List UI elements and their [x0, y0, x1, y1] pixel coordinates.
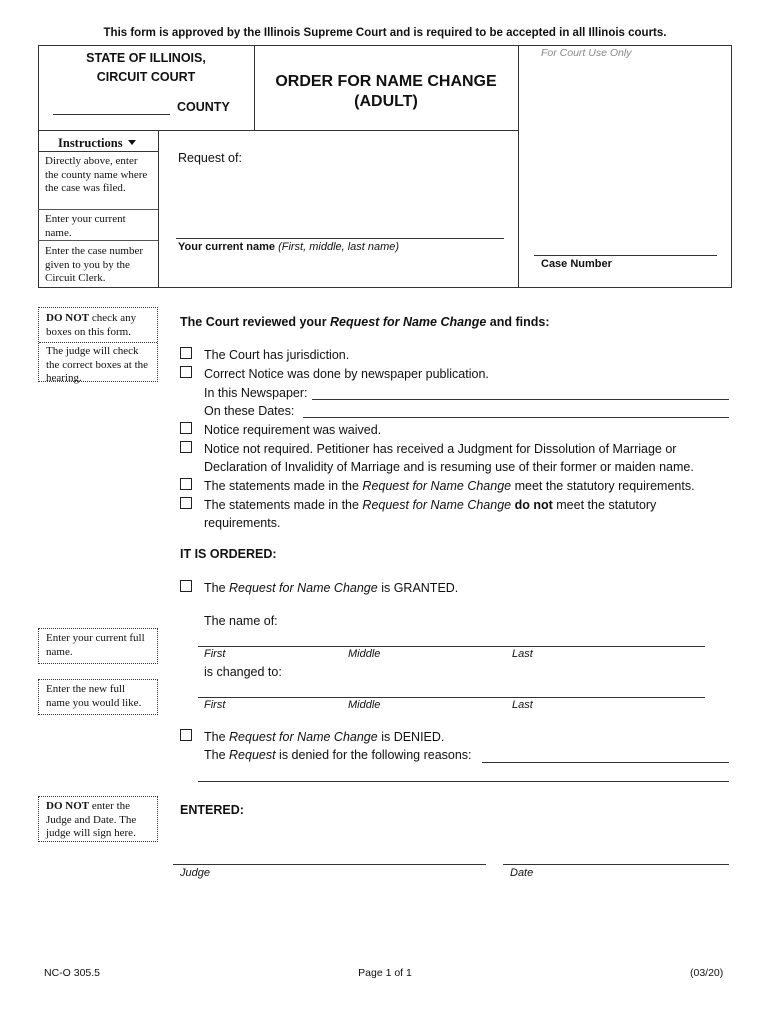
caret-down-icon — [128, 140, 136, 145]
case-number-field[interactable] — [534, 255, 717, 256]
county-label: COUNTY — [177, 100, 230, 114]
current-full-name-field[interactable] — [198, 646, 705, 647]
waived-text: Notice requirement was waived. — [204, 423, 382, 437]
not-meet-post: meet the statutory — [552, 498, 657, 512]
reasons-post: is denied for the following reasons: — [275, 748, 472, 762]
form-id: NC-O 305.5 — [44, 967, 101, 979]
findings-intro-italic: Request for Name Change — [330, 315, 487, 329]
granted-checkbox[interactable] — [180, 580, 192, 592]
findings-intro — [180, 315, 550, 329]
reasons-pre: The — [204, 748, 230, 762]
current-name-label: Your current name — [178, 241, 275, 253]
denial-reasons-field-1[interactable] — [482, 762, 729, 763]
not-required-checkbox[interactable] — [180, 441, 192, 453]
judge-label: Judge — [180, 867, 210, 879]
findings-intro-post: and finds: — [486, 315, 550, 329]
granted-text — [204, 579, 458, 598]
judge-will-check-text: The judge will check the correct boxes at the hearing. — [46, 345, 149, 384]
waived-checkbox[interactable] — [180, 422, 192, 434]
new-full-name-note: Enter the new full name you would like. — [38, 679, 158, 715]
not-required-text-line2: Declaration of Invalidity of Marriage and is resuming use of their former or maiden name. — [204, 460, 694, 474]
instructions-title-text: Instructions — [58, 136, 123, 150]
not-required-text-line1: Notice not required. Petitioner has received a Judgment for Dissolution of Marriage or — [204, 442, 677, 456]
note-divider — [39, 342, 157, 343]
instruction-separator — [38, 240, 158, 241]
current-middle-label: Middle — [348, 648, 381, 660]
denied-post: is DENIED. — [377, 730, 445, 744]
page-number: Page 1 of 1 — [358, 967, 412, 979]
state-label: STATE OF ILLINOIS, — [86, 51, 206, 65]
meets-requirements-text — [204, 477, 695, 496]
jurisdiction-text: The Court has jurisdiction. — [204, 348, 350, 362]
approval-notice: This form is approved by the Illinois Supreme Court and is required to be accepted in all Illinois courts. — [103, 27, 667, 39]
instructions-title-underline — [38, 151, 158, 152]
not-meet-italic: Request for Name Change — [362, 498, 512, 512]
caption-separator — [38, 130, 518, 131]
new-full-name-field[interactable] — [198, 697, 705, 698]
do-not-enter-rest: enter the Judge and Date. The judge will sign here. — [46, 800, 137, 839]
granted-post: is GRANTED. — [377, 581, 459, 595]
instruction-county: Directly above, enter the county name where the case was filed. — [45, 155, 148, 194]
do-not-check-rest: check any boxes on this form. — [46, 312, 137, 338]
denial-reasons-field-2[interactable] — [198, 781, 729, 782]
date-field[interactable] — [503, 864, 729, 865]
current-name-field[interactable] — [176, 238, 504, 239]
publication-text: Correct Notice was done by newspaper publication. — [204, 367, 489, 381]
date-label: Date — [510, 867, 534, 879]
changed-to-label: is changed to: — [204, 665, 282, 679]
denied-italic: Request for Name Change — [229, 730, 378, 744]
do-not-enter-judge-note — [38, 796, 158, 842]
not-meet-bold: do not — [511, 498, 553, 512]
meets-requirements-checkbox[interactable] — [180, 478, 192, 490]
court-label: CIRCUIT COURT — [96, 70, 196, 84]
do-not-check-note — [38, 307, 158, 382]
case-number-label: Case Number — [541, 258, 612, 270]
instruction-current-name: Enter your current name. — [45, 213, 126, 239]
reasons-italic: Request — [229, 748, 276, 762]
current-name-hint: (First, middle, last name) — [278, 241, 400, 253]
current-last-label: Last — [512, 648, 533, 660]
publication-checkbox[interactable] — [180, 366, 192, 378]
court-use-divider — [518, 45, 519, 288]
dates-label: On these Dates: — [204, 404, 295, 418]
dates-field[interactable] — [303, 417, 729, 418]
new-middle-label: Middle — [348, 699, 381, 711]
new-first-label: First — [204, 699, 226, 711]
meets-italic: Request for Name Change — [362, 479, 512, 493]
meets-pre: The statements made in the — [204, 479, 363, 493]
current-first-label: First — [204, 648, 226, 660]
revision-date: (03/20) — [690, 967, 724, 979]
judge-signature-field[interactable] — [173, 864, 486, 865]
instruction-separator — [38, 209, 158, 210]
form-subtitle: (ADULT) — [354, 93, 418, 110]
denied-checkbox[interactable] — [180, 729, 192, 741]
not-meet-requirements-checkbox[interactable] — [180, 497, 192, 509]
current-full-name-note: Enter your current full name. — [38, 628, 158, 664]
current-name-caption — [178, 241, 399, 253]
new-last-label: Last — [512, 699, 533, 711]
meets-post: meet the statutory requirements. — [511, 479, 695, 493]
entered-heading: ENTERED: — [180, 803, 244, 817]
newspaper-field[interactable] — [312, 399, 729, 400]
newspaper-label: In this Newspaper: — [204, 386, 308, 400]
request-of-label: Request of: — [178, 151, 242, 165]
county-name-field[interactable] — [53, 114, 170, 115]
not-meet-requirements-text — [204, 496, 656, 515]
instruction-case-number: Enter the case number given to you by the Circuit Clerk. — [45, 245, 144, 284]
do-not-emphasis: DO NOT — [46, 800, 90, 812]
instructions-title — [58, 136, 136, 151]
denied-pre: The — [204, 730, 230, 744]
denied-text — [204, 728, 444, 747]
granted-pre: The — [204, 581, 230, 595]
form-title: ORDER FOR NAME CHANGE — [275, 73, 497, 90]
court-use-label: For Court Use Only — [541, 47, 632, 59]
instructions-divider — [158, 130, 159, 288]
findings-intro-pre: The Court reviewed your — [180, 315, 331, 329]
do-not-check-text — [46, 312, 150, 339]
do-not-emphasis: DO NOT — [46, 312, 90, 324]
ordered-heading: IT IS ORDERED: — [180, 547, 277, 561]
jurisdiction-checkbox[interactable] — [180, 347, 192, 359]
reasons-text — [204, 746, 472, 765]
granted-italic: Request for Name Change — [229, 581, 378, 595]
name-of-label: The name of: — [204, 614, 278, 628]
not-meet-requirements-text-line2: requirements. — [204, 516, 281, 530]
not-meet-pre: The statements made in the — [204, 498, 363, 512]
